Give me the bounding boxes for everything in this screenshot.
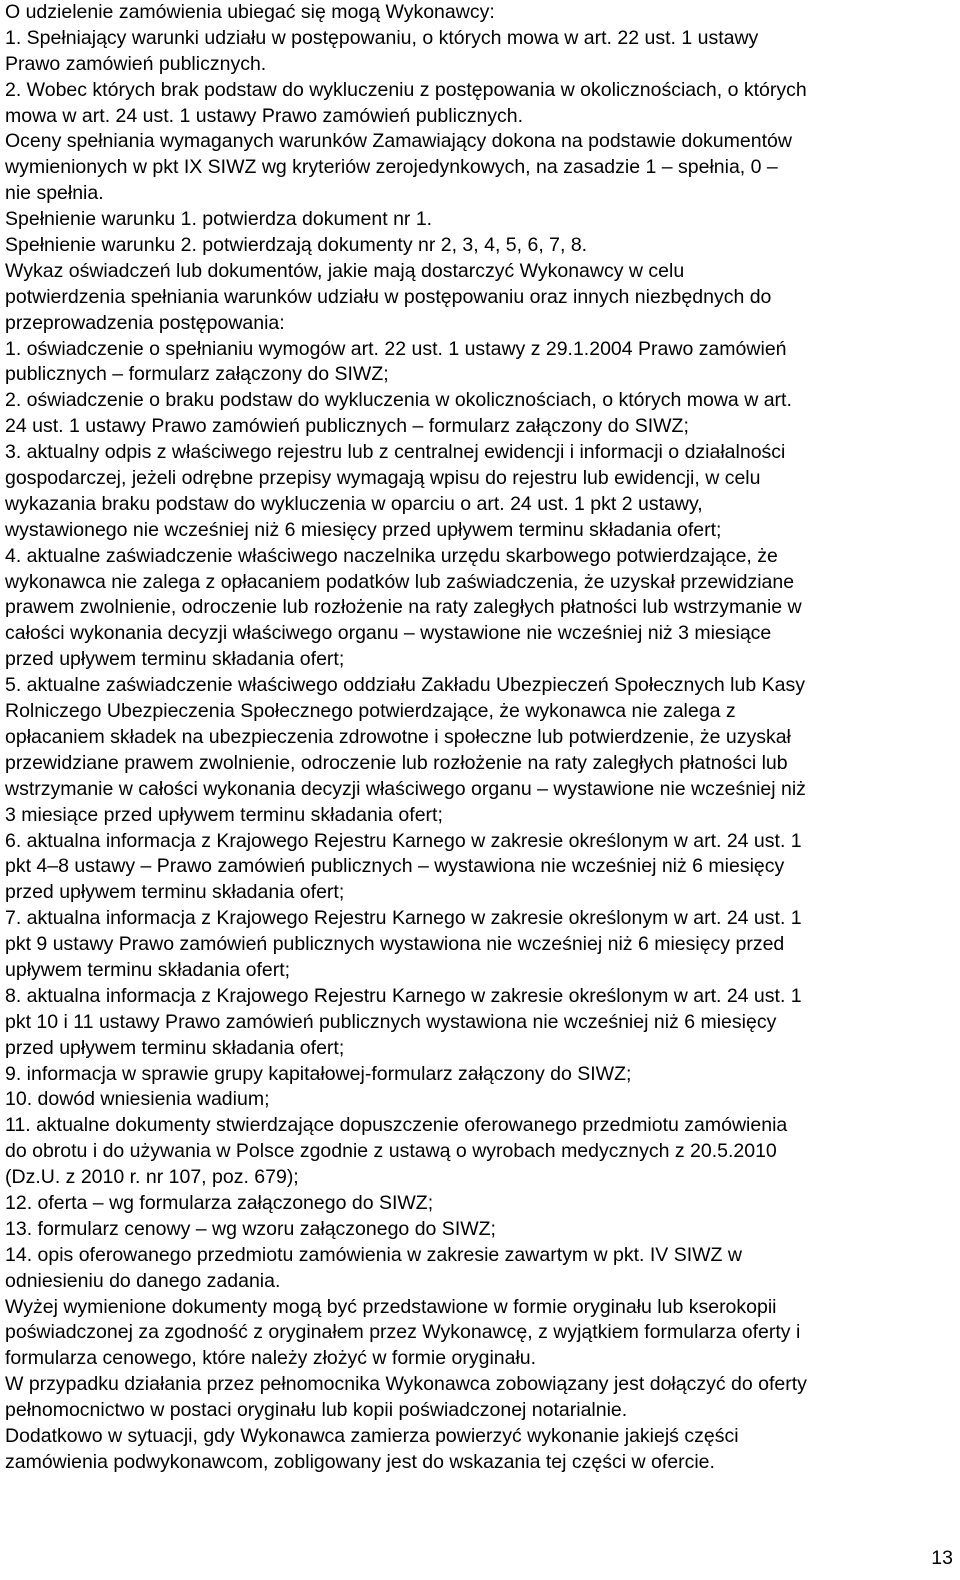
text-line: wykonawca nie zalega z opłacaniem podatków lub zaświadczenia, że uzyskał przewidziane — [5, 570, 795, 593]
text-line: 11. aktualne dokumenty stwierdzające dopuszczenie oferowanego przedmiotu zamówienia — [5, 1114, 788, 1137]
page-number: 13 — [931, 1547, 953, 1569]
text-line: wykazania braku podstaw do wykluczenia w oparciu o art. 24 ust. 1 pkt 2 ustawy, — [5, 492, 703, 515]
text-line: Dodatkowo w sytuacji, gdy Wykonawca zamierza powierzyć wykonanie jakiejś części — [5, 1424, 739, 1447]
text-line: 2. oświadczenie o braku podstaw do wykluczenia w okolicznościach, o których mowa w art. — [5, 389, 792, 412]
text-line: 10. dowód wniesienia wadium; — [5, 1088, 270, 1111]
text-line: 13. formularz cenowy – wg wzoru załączonego do SIWZ; — [5, 1217, 496, 1240]
text-line: pkt 4–8 ustawy – Prawo zamówień publicznych – wystawiona nie wcześniej niż 6 miesięcy — [5, 855, 785, 878]
text-line: potwierdzenia spełniania warunków udziału w postępowaniu oraz innych niezbędnych do — [5, 285, 772, 308]
text-line: wymienionych w pkt IX SIWZ wg kryteriów zerojedynkowych, na zasadzie 1 – spełnia, 0 – — [5, 156, 778, 179]
text-line: przed upływem terminu składania ofert; — [5, 1036, 345, 1059]
text-line: przewidziane prawem zwolnienie, odroczenie lub rozłożenie na raty zaległych płatności lub — [5, 751, 788, 774]
text-line: do obrotu i do używania w Polsce zgodnie z ustawą o wyrobach medycznych z 20.5.2010 — [5, 1140, 777, 1163]
text-line: 12. oferta – wg formularza załączonego do SIWZ; — [5, 1191, 434, 1214]
text-line: 7. aktualna informacja z Krajowego Rejestru Karnego w zakresie określonym w art. 24 ust. 1 — [5, 907, 802, 930]
text-line: Wykaz oświadczeń lub dokumentów, jakie mają dostarczyć Wykonawcy w celu — [5, 259, 685, 282]
text-line: wstrzymanie w całości wykonania decyzji właściwego organu – wystawione nie wcześniej niż — [5, 777, 806, 800]
text-line: przed upływem terminu składania ofert; — [5, 881, 345, 904]
text-line: 1. Spełniający warunki udziału w postępowaniu, o których mowa w art. 22 ust. 1 ustawy — [5, 26, 759, 49]
text-line: 14. opis oferowanego przedmiotu zamówienia w zakresie zawartym w pkt. IV SIWZ w — [5, 1243, 742, 1266]
text-line: 9. informacja w sprawie grupy kapitałowej-formularz załączony do SIWZ; — [5, 1062, 632, 1085]
text-line: O udzielenie zamówienia ubiegać się mogą Wykonawcy: — [5, 1, 495, 23]
text-line: prawem zwolnienie, odroczenie lub rozłożenie na raty zaległych płatności lub wstrzymanie w — [5, 596, 802, 619]
text-line: 4. aktualne zaświadczenie właściwego naczelnika urzędu skarbowego potwierdzające, że — [5, 544, 778, 567]
text-line: poświadczonej za zgodność z oryginałem przez Wykonawcę, z wyjątkiem formularza oferty i — [5, 1321, 801, 1344]
text-line: 1. oświadczenie o spełnianiu wymogów art. 22 ust. 1 ustawy z 29.1.2004 Prawo zamówień — [5, 337, 787, 360]
text-line: wystawionego nie wcześniej niż 6 miesięcy przed upływem terminu składania ofert; — [5, 518, 722, 541]
text-line: Spełnienie warunku 1. potwierdza dokument nr 1. — [5, 208, 433, 231]
text-line: pkt 9 ustawy Prawo zamówień publicznych wystawiona nie wcześniej niż 6 miesięcy przed — [5, 933, 785, 956]
text-line: upływem terminu składania ofert; — [5, 958, 291, 981]
text-line: całości wykonania decyzji właściwego organu – wystawione nie wcześniej niż 3 miesiące — [5, 622, 772, 645]
text-line: publicznych – formularz załączony do SIWZ; — [5, 363, 389, 386]
text-line: opłacaniem składek na ubezpieczenia zdrowotne i społeczne lub potwierdzenie, że uzyskał — [5, 725, 791, 748]
text-line: Wyżej wymienione dokumenty mogą być przedstawione w formie oryginału lub kserokopii — [5, 1295, 777, 1318]
text-line: Oceny spełniania wymaganych warunków Zamawiający dokona na podstawie dokumentów — [5, 130, 792, 153]
text-line: 3 miesiące przed upływem terminu składania ofert; — [5, 803, 443, 826]
text-line: 6. aktualna informacja z Krajowego Rejestru Karnego w zakresie określonym w art. 24 ust. 1 — [5, 829, 802, 852]
text-line: odniesieniu do danego zadania. — [5, 1269, 281, 1292]
text-line: 2. Wobec których brak podstaw do wykluczeniu z postępowania w okolicznościach, o których — [5, 78, 807, 101]
text-line: zamówienia podwykonawcom, zobligowany jest do wskazania tej części w ofercie. — [5, 1450, 715, 1473]
text-line: (Dz.U. z 2010 r. nr 107, poz. 679); — [5, 1166, 299, 1189]
text-line: mowa w art. 24 ust. 1 ustawy Prawo zamówień publicznych. — [5, 104, 524, 127]
text-line: Rolniczego Ubezpieczenia Społecznego potwierdzające, że wykonawca nie zalega z — [5, 700, 736, 723]
text-line: Prawo zamówień publicznych. — [5, 52, 267, 75]
text-line: pkt 10 i 11 ustawy Prawo zamówień publicznych wystawiona nie wcześniej niż 6 miesięcy — [5, 1010, 777, 1033]
text-line: W przypadku działania przez pełnomocnika Wykonawca zobowiązany jest dołączyć do oferty — [5, 1373, 807, 1396]
text-line: Spełnienie warunku 2. potwierdzają dokumenty nr 2, 3, 4, 5, 6, 7, 8. — [5, 234, 588, 257]
text-line: nie spełnia. — [5, 182, 104, 205]
text-line: pełnomocnictwo w postaci oryginału lub kopii poświadczonej notarialnie. — [5, 1399, 628, 1422]
text-line: formularza cenowego, które należy złożyć w formie oryginału. — [5, 1347, 537, 1370]
text-line: 5. aktualne zaświadczenie właściwego oddziału Zakładu Ubezpieczeń Społecznych lub Kasy — [5, 674, 805, 697]
text-line: 24 ust. 1 ustawy Prawo zamówień publicznych – formularz załączony do SIWZ; — [5, 415, 689, 438]
document-body — [5, 0, 955, 1476]
text-line: 3. aktualny odpis z właściwego rejestru lub z centralnej ewidencji i informacji o działalności — [5, 441, 786, 464]
text-line: 8. aktualna informacja z Krajowego Rejestru Karnego w zakresie określonym w art. 24 ust. 1 — [5, 984, 802, 1007]
text-line: przed upływem terminu składania ofert; — [5, 648, 345, 671]
text-line: gospodarczej, jeżeli odrębne przepisy wymagają wpisu do rejestru lub ewidencji, w celu — [5, 467, 761, 490]
text-line: przeprowadzenia postępowania: — [5, 311, 285, 334]
